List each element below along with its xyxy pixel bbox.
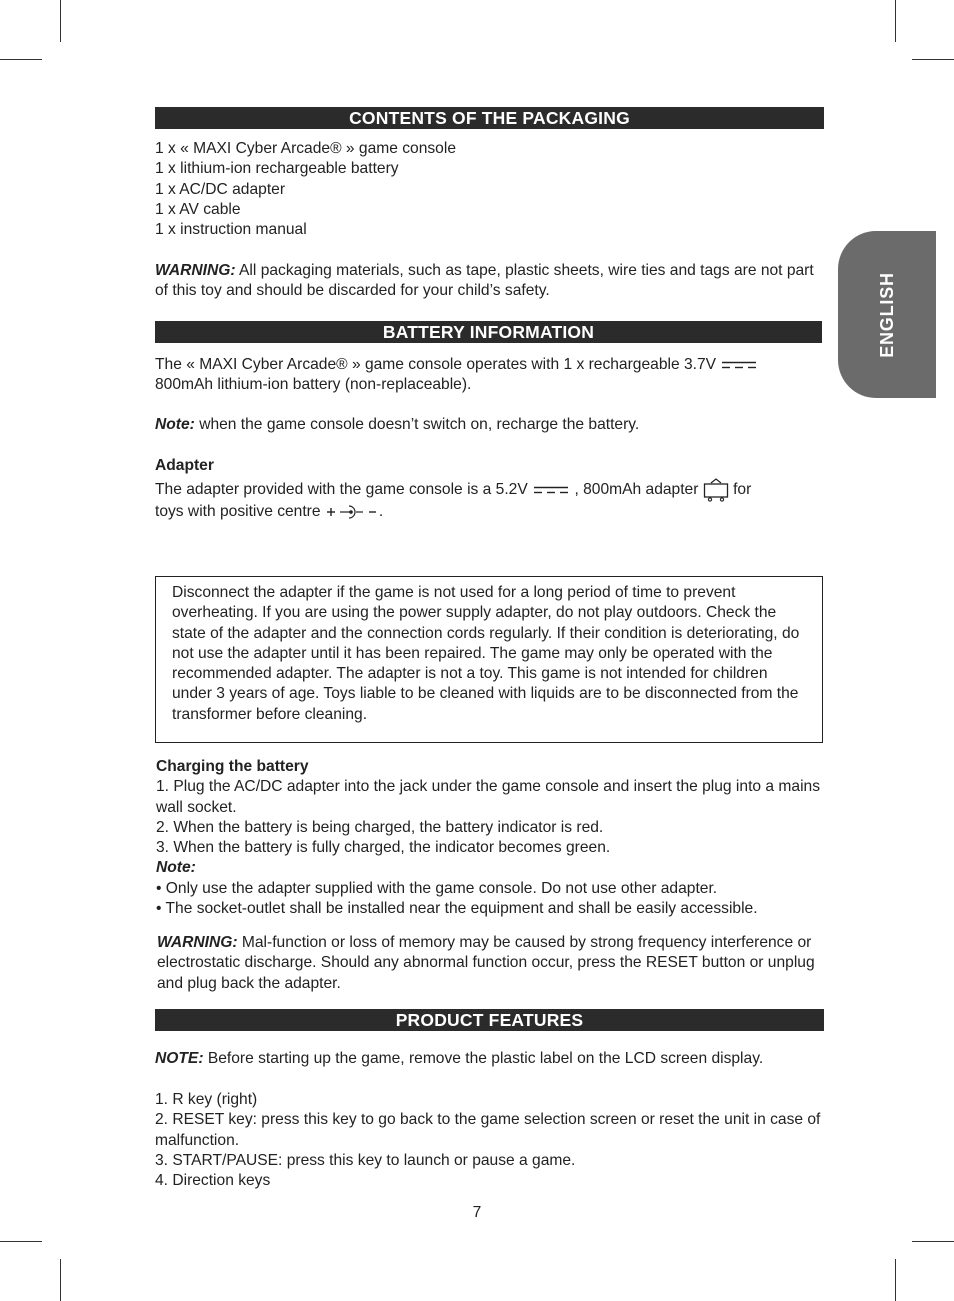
adapter-text: The adapter provided with the game console is a 5.2V <box>155 481 528 499</box>
note-text: when the game console doesn’t switch on, recharge the battery. <box>194 416 640 433</box>
warning-text: All packaging materials, such as tape, plastic sheets, wire ties and tags are not part of this toy and should be discarded for your child’s safety. <box>155 262 814 300</box>
warning-label: WARNING: <box>155 262 236 279</box>
battery-note <box>155 415 823 435</box>
crop-mark <box>912 1241 954 1242</box>
list-item: 3. START/PAUSE: press this key to launch or pause a game. <box>155 1151 576 1169</box>
section-header-packaging: CONTENTS OF THE PACKAGING <box>155 107 824 129</box>
crop-mark <box>60 1259 61 1301</box>
adapter-section <box>155 456 823 523</box>
note-label: Note: <box>156 859 196 877</box>
note-label: Note: <box>155 416 195 433</box>
list-item: 1 x AC/DC adapter <box>155 180 286 198</box>
list-item: • Only use the adapter supplied with the game console. Do not use other adapter. <box>156 879 718 897</box>
section-header-features: PRODUCT FEATURES <box>155 1009 824 1031</box>
list-item: 2. When the battery is being charged, the battery indicator is red. <box>156 818 604 836</box>
list-item: 1 x lithium-ion rechargeable battery <box>155 160 399 178</box>
charging-heading: Charging the battery <box>156 758 309 775</box>
dc-symbol-icon <box>534 486 568 494</box>
crop-mark <box>895 1259 896 1301</box>
crop-mark <box>912 59 954 60</box>
packaging-list <box>155 139 823 240</box>
battery-intro-text: The « MAXI Cyber Arcade® » game console operates with 1 x rechargeable 3.7V <box>155 356 717 373</box>
page-number: 7 <box>472 1204 482 1221</box>
crop-mark <box>0 59 42 60</box>
adapter-heading: Adapter <box>155 457 214 474</box>
note-label: NOTE: <box>155 1050 204 1067</box>
warning-text: Mal-function or loss of memory may be caused by strong frequency interference or electrostatic discharge. Should any abnormal function occur, press the RESET button or unplug and plug back the adapter. <box>157 934 815 992</box>
crop-mark <box>895 0 896 42</box>
list-item: 1 x instruction manual <box>155 221 307 239</box>
list-item: 1. R key (right) <box>155 1091 258 1108</box>
list-item: 1 x AV cable <box>155 200 241 218</box>
note-text: Before starting up the game, remove the plastic label on the LCD screen display. <box>203 1050 764 1067</box>
toy-transformer-icon <box>703 478 729 502</box>
list-item: • The socket-outlet shall be installed near the equipment and shall be easily accessible. <box>156 900 758 918</box>
list-item: 4. Direction keys <box>155 1172 271 1190</box>
battery-intro <box>155 355 823 396</box>
charging-section <box>156 757 824 919</box>
polarity-symbol-icon <box>325 504 379 520</box>
safety-warning-text: Disconnect the adapter if the game is not used for a long period of time to prevent overheating. If you are using the power supply adapter, do not play outdoors. Check the state of the adapter and the connection cords regularly. If their condition is deteriorating, do not use the adapter until it has been repaired. The game may only be operated with the recommended adapter. The adapter is not a toy. This game is not intended for children under 3 years of age. Toys liable to be cleaned with liquids are to be disconnected from the transformer before cleaning. <box>172 584 800 723</box>
adapter-text: , 800mAh adapter <box>574 481 699 499</box>
adapter-text: . <box>378 503 384 521</box>
charging-warning <box>157 933 825 994</box>
battery-intro-text: 800mAh lithium-ion battery (non-replaceable). <box>155 376 472 394</box>
language-tab-label: ENGLISH <box>876 271 897 358</box>
features-list <box>155 1090 823 1191</box>
adapter-text: for <box>733 481 752 499</box>
dc-symbol-icon <box>722 361 756 369</box>
warning-label: WARNING: <box>157 934 238 951</box>
list-item: 1. Plug the AC/DC adapter into the jack under the game console and insert the plug into a mains wall socket. <box>156 778 821 816</box>
crop-mark <box>60 0 61 42</box>
crop-mark <box>0 1241 42 1242</box>
features-note <box>155 1049 823 1069</box>
section-header-battery: BATTERY INFORMATION <box>155 321 822 343</box>
safety-warning-box <box>155 576 823 743</box>
list-item: 2. RESET key: press this key to go back to the game selection screen or reset the unit in case of malfunction. <box>155 1111 821 1149</box>
packaging-warning <box>155 261 823 302</box>
list-item: 1 x « MAXI Cyber Arcade® » game console <box>155 140 456 157</box>
list-item: 3. When the battery is fully charged, the indicator becomes green. <box>156 839 611 857</box>
language-tab <box>838 231 936 398</box>
adapter-text: toys with positive centre <box>155 503 321 521</box>
